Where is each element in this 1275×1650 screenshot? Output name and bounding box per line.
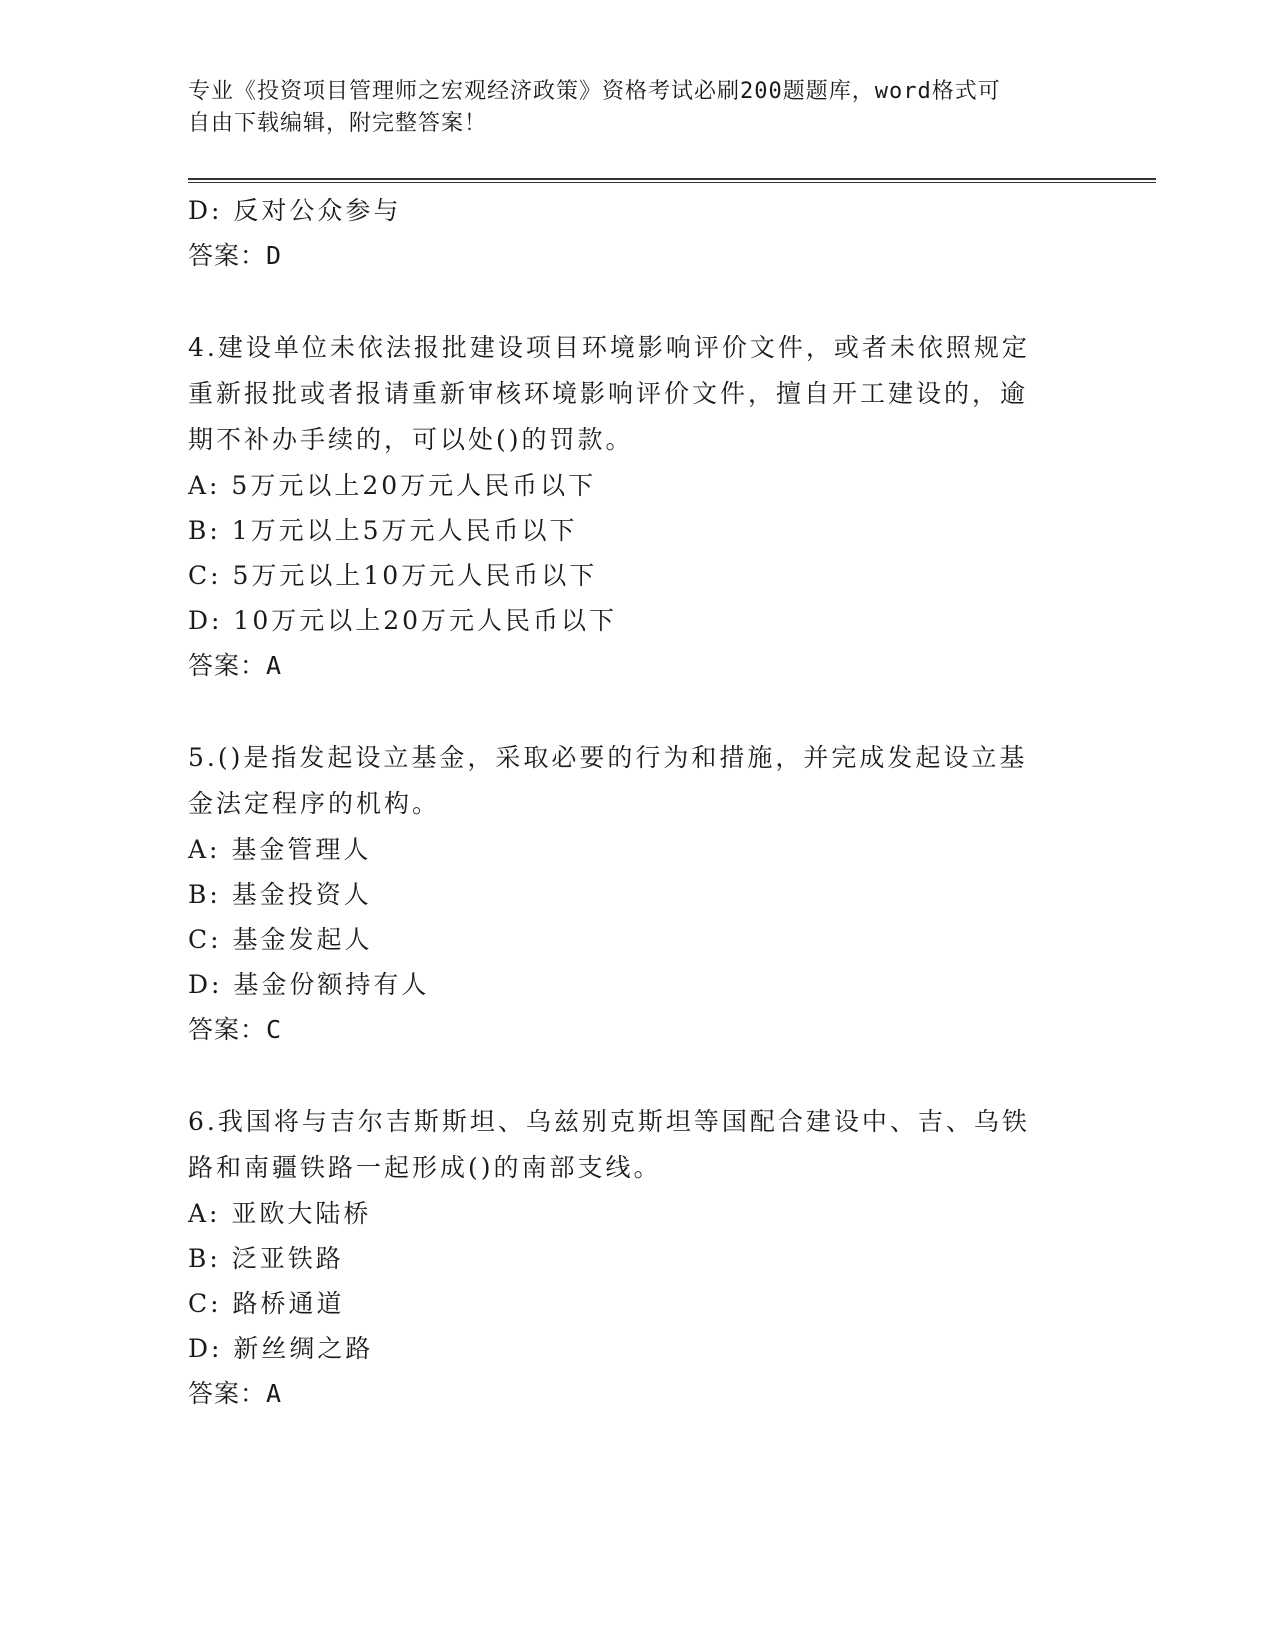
- header-divider: [188, 178, 1156, 183]
- option-a: A: 亚欧大陆桥: [188, 1199, 372, 1228]
- option-d: D: 基金份额持有人: [188, 970, 430, 999]
- question-spacer: [188, 1052, 1068, 1099]
- question-stem-line: 期不补办手续的，可以处()的罚款。: [188, 425, 634, 454]
- option-c: C: 路桥通道: [188, 1289, 345, 1318]
- option-b: B: 1万元以上5万元人民币以下: [188, 516, 578, 545]
- question-4: [188, 325, 1068, 688]
- option-d: D: 新丝绸之路: [188, 1334, 374, 1363]
- header-line-2: 自由下载编辑，附完整答案！: [188, 111, 488, 136]
- question-5: [188, 735, 1068, 1052]
- question-content: [188, 188, 1068, 1416]
- header-line-1: 专业《投资项目管理师之宏观经济政策》资格考试必刷200题题库，word格式可: [188, 79, 1001, 104]
- question-spacer: [188, 688, 1068, 735]
- question-stem-line: 金法定程序的机构。: [188, 789, 441, 818]
- question-stem-line: 6.我国将与吉尔吉斯斯坦、乌兹别克斯坦等国配合建设中、吉、乌铁: [188, 1107, 1030, 1136]
- option-c: C: 5万元以上10万元人民币以下: [188, 561, 598, 590]
- answer-line: 答案：C: [188, 1015, 283, 1044]
- question-stem-line: 重新报批或者报请重新审核环境影响评价文件，擅自开工建设的，逾: [188, 379, 1029, 408]
- answer-line: 答案：D: [188, 241, 283, 270]
- question-stem-line: 5.()是指发起设立基金，采取必要的行为和措施，并完成发起设立基: [188, 743, 1028, 772]
- option-b: B: 基金投资人: [188, 880, 372, 909]
- question-stem-line: 路和南疆铁路一起形成()的南部支线。: [188, 1153, 662, 1182]
- question-spacer: [188, 278, 1068, 325]
- answer-line: 答案：A: [188, 651, 283, 680]
- option-a: A: 基金管理人: [188, 835, 372, 864]
- document-header: [188, 76, 1068, 140]
- option-b: B: 泛亚铁路: [188, 1244, 344, 1273]
- question-stem-line: 4.建设单位未依法报批建设项目环境影响评价文件，或者未依照规定: [188, 333, 1030, 362]
- question-3-continuation: [188, 188, 1068, 278]
- option-c: C: 基金发起人: [188, 925, 373, 954]
- answer-line: 答案：A: [188, 1379, 283, 1408]
- question-6: [188, 1099, 1068, 1416]
- option-d: D: 10万元以上20万元人民币以下: [188, 606, 618, 635]
- option-d: D: 反对公众参与: [188, 196, 402, 225]
- option-a: A: 5万元以上20万元人民币以下: [188, 471, 597, 500]
